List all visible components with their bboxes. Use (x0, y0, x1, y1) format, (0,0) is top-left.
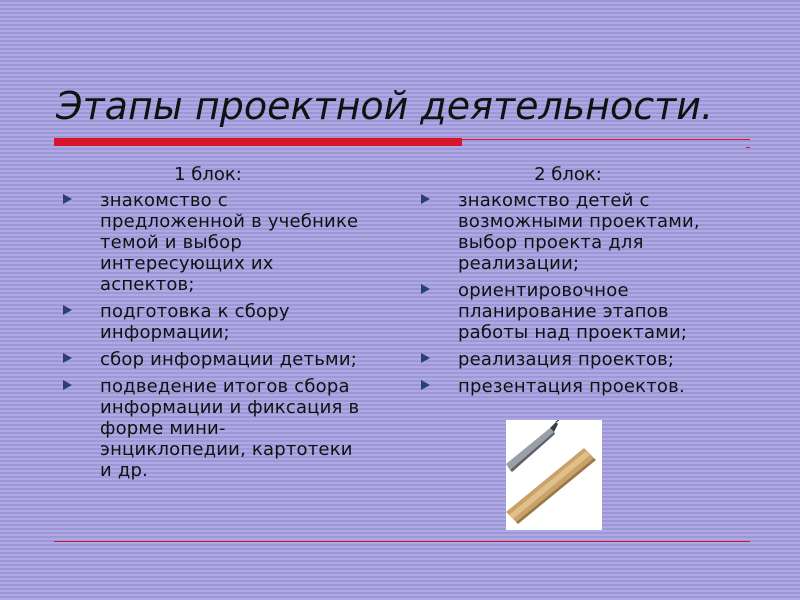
list-item-text: реализация проектов; (458, 349, 675, 370)
block-1-heading: 1 блок: (174, 164, 242, 185)
triangle-bullet-icon (63, 353, 72, 363)
block-2-column (418, 164, 738, 403)
triangle-bullet-icon (63, 194, 72, 204)
list-item (60, 376, 360, 481)
block-2-list (418, 190, 738, 397)
list-item-text: знакомство детей с возможными проектами, выбор проекта для реализации; (458, 190, 700, 274)
list-item (60, 301, 360, 343)
title-underline-tick (746, 147, 750, 148)
list-item (418, 280, 738, 343)
triangle-bullet-icon (421, 284, 430, 294)
pen-and-pencil-image (506, 420, 602, 530)
block-1-list (60, 190, 360, 481)
triangle-bullet-icon (421, 194, 430, 204)
list-item (418, 376, 738, 397)
triangle-bullet-icon (421, 353, 430, 363)
slide-title: Этапы проектной деятельности. (56, 84, 714, 128)
list-item-text: знакомство с предложенной в учебнике темой и выбор интересующих их аспектов; (100, 190, 359, 295)
list-item (418, 190, 738, 274)
list-item-text: ориентировочное планирование этапов работы над проектами; (458, 280, 688, 343)
list-item-text: презентация проектов. (458, 376, 685, 397)
triangle-bullet-icon (63, 305, 72, 315)
list-item (60, 190, 360, 295)
title-underline-thin (462, 139, 750, 140)
bottom-divider (54, 541, 750, 542)
block-1-column (60, 164, 360, 487)
pen-and-pencil-icon (506, 420, 602, 530)
title-underline-thick (54, 138, 462, 146)
triangle-bullet-icon (421, 380, 430, 390)
triangle-bullet-icon (63, 380, 72, 390)
list-item (60, 349, 360, 370)
list-item-text: подведение итогов сбора информации и фиксация в форме мини-энциклопедии, картотеки и др. (100, 376, 360, 481)
block-2-heading: 2 блок: (534, 164, 602, 185)
list-item-text: сбор информации детьми; (100, 349, 357, 370)
list-item-text: подготовка к сбору информации; (100, 301, 290, 343)
list-item (418, 349, 738, 370)
